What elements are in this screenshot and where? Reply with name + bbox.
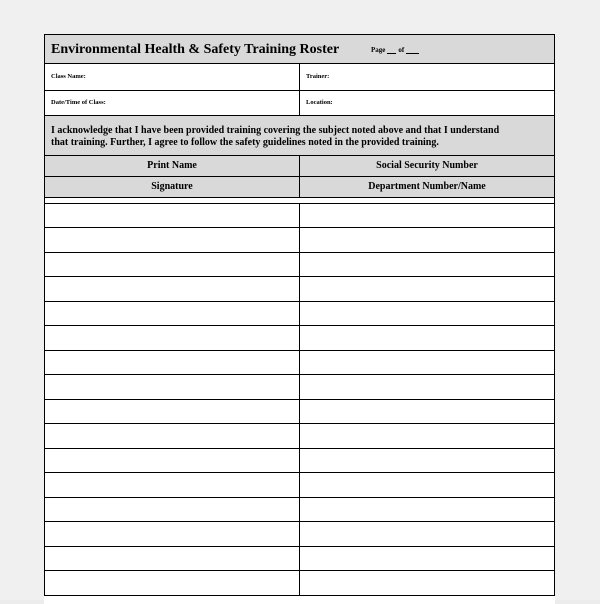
name-signature-cell[interactable] [45,277,300,301]
table-row [44,424,555,449]
table-row [44,497,555,522]
ssn-department-cell[interactable] [300,424,554,448]
ssn-department-cell[interactable] [300,252,554,276]
acknowledgement-line-1: I acknowledge that I have been provided training covering the subject noted above and that I understand [51,125,500,136]
page-number-blank[interactable] [387,53,396,54]
info-row-datetime [44,91,555,116]
name-signature-cell[interactable] [45,424,300,448]
table-row [44,473,555,498]
trainer-label: Trainer: [306,73,330,80]
page-total-blank[interactable] [406,53,419,54]
form-title-bar [44,34,555,64]
ssn-department-cell[interactable] [300,448,554,472]
name-signature-cell[interactable] [45,571,300,595]
name-signature-cell[interactable] [45,301,300,325]
training-roster-form [44,34,555,604]
ssn-department-cell[interactable] [300,326,554,350]
table-row [44,522,555,547]
ssn-department-cell[interactable] [300,522,554,546]
class-name-label: Class Name: [51,73,86,80]
acknowledgement-line-2: that training. Further, I agree to follow the safety guidelines noted in the provided training. [51,137,439,148]
table-row [44,326,555,351]
ssn-department-cell[interactable] [300,277,554,301]
ssn-header: Social Security Number [376,160,478,171]
ssn-department-cell[interactable] [300,350,554,374]
print-name-header: Print Name [45,156,300,176]
table-row [44,375,555,400]
ssn-department-cell[interactable] [300,546,554,570]
page-of-label: of [398,46,405,54]
name-signature-cell[interactable] [45,522,300,546]
name-signature-cell[interactable] [45,350,300,374]
datetime-label: Date/Time of Class: [51,99,106,106]
table-row [44,252,555,277]
table-row [44,203,555,228]
table-header-row-1 [44,156,555,177]
ssn-department-cell[interactable] [300,375,554,399]
location-field[interactable] [300,91,554,115]
table-row [44,350,555,375]
form-title: Environmental Health & Safety Training Roster [51,42,340,57]
name-signature-cell[interactable] [45,204,300,227]
ssn-department-cell[interactable] [300,473,554,497]
table-row [44,448,555,473]
location-label: Location: [306,99,333,106]
ssn-department-cell[interactable] [300,571,554,595]
signature-header: Signature [45,177,300,197]
page-label: Page [371,46,386,54]
name-signature-cell[interactable] [45,375,300,399]
info-row-class [44,64,555,91]
acknowledgement-box [44,116,555,156]
ssn-department-cell[interactable] [300,399,554,423]
table-row [44,277,555,302]
table-row [44,399,555,424]
name-signature-cell[interactable] [45,546,300,570]
ssn-department-cell[interactable] [300,204,554,227]
name-signature-cell[interactable] [45,228,300,252]
table-row [44,301,555,326]
class-name-field[interactable] [45,64,300,90]
trainer-field[interactable] [300,64,554,90]
table-row [44,571,555,596]
ssn-department-cell[interactable] [300,228,554,252]
page-number-field[interactable] [371,46,421,54]
table-row [44,546,555,571]
name-signature-cell[interactable] [45,252,300,276]
name-signature-cell[interactable] [45,497,300,521]
name-signature-cell[interactable] [45,326,300,350]
ssn-department-cell[interactable] [300,497,554,521]
name-signature-cell[interactable] [45,473,300,497]
table-row [44,228,555,253]
department-header: Department Number/Name [368,181,486,192]
ssn-department-cell[interactable] [300,301,554,325]
acknowledgement-text [51,125,551,149]
table-header-row-2 [44,177,555,198]
datetime-field[interactable] [45,91,300,115]
name-signature-cell[interactable] [45,399,300,423]
name-signature-cell[interactable] [45,448,300,472]
